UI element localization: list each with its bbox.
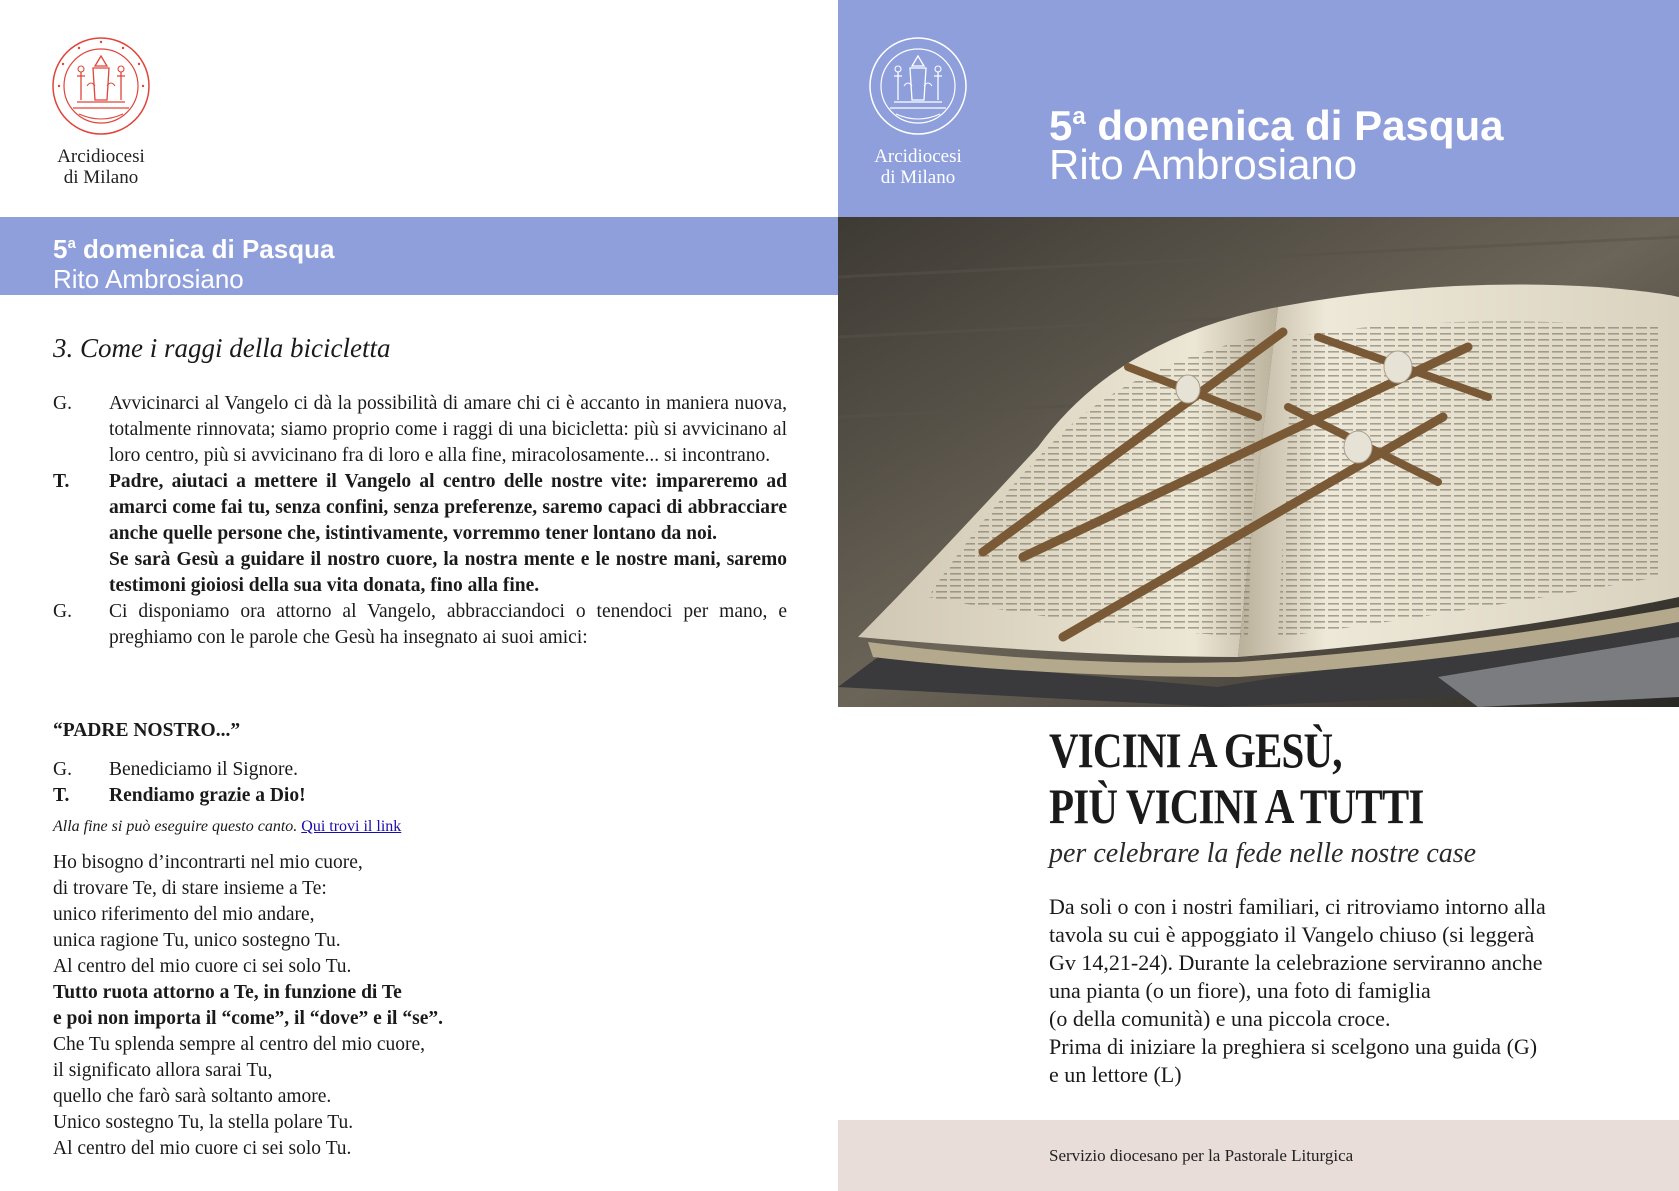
dialog-row [53,599,787,651]
lyric-line: quello che farò sarà soltanto amore. [53,1086,332,1107]
dialog-text: Se sarà Gesù a guidare il nostro cuore, la nostra mente e le nostre mani, saremo testimoni gioiosi della sua vita donata, fino alla fine. [109,549,787,596]
dialog-text: Ci disponiamo ora attorno al Vangelo, abbracciandoci o tenendoci per mano, e preghiamo con le parole che Gesù ha insegnato ai suoi amici: [109,601,787,648]
cover-subtitle: Rito Ambrosiano [1049,141,1358,188]
dialog-text: Padre, aiutaci a mettere il Vangelo al centro delle nostre vite: impareremo ad amarci come fai tu, senza confini, senza preferenze, saremo capaci di abbracciare anche quelle persone che, istintivamente, vorremmo tener lontano da noi. [109,471,787,544]
speaker-label: T. [53,785,70,806]
intro-line: (o della comunità) e una piccola croce. [1049,1006,1391,1031]
lyric-line: unica ragione Tu, unico sostegno Tu. [53,930,341,951]
intro-line: Da soli o con i nostri familiari, ci ritroviamo intorno alla [1049,894,1546,919]
intro-line: tavola su cui è appoggiato il Vangelo chiuso (si leggerà [1049,922,1535,947]
archdiocese-seal-icon [51,36,151,136]
dialog-text: Benediciamo il Signore. [109,759,299,780]
cover-title-number: 5 [1049,102,1073,149]
band-title-text: domenica di Pasqua [75,234,335,264]
dialog-block [53,391,787,651]
intro-line: Gv 14,21-24). Durante la celebrazione serviranno anche [1049,950,1543,975]
dialog-row [53,547,787,599]
lyric-line: Unico sostegno Tu, la stella polare Tu. [53,1112,354,1133]
bible-with-crosses-photo [838,217,1679,707]
speaker-label: G. [53,601,72,622]
left-band-title [53,229,838,264]
left-title-band [0,217,838,295]
headline-line-1: VICINI A GESÙ, [1049,722,1342,778]
lyric-line: il significato allora sarai Tu, [53,1060,273,1081]
org-line-1: Arcidiocesi [874,146,962,167]
song-link[interactable]: Qui trovi il link [301,818,402,835]
lyric-line: e poi non importa il “come”, il “dove” e il “se”. [53,1008,443,1029]
song-note-text: Alla fine si può eseguire questo canto. [53,818,298,835]
headline [1049,722,1424,834]
dialog-text: Rendiamo grazie a Dio! [109,785,306,806]
lyric-line: Ho bisogno d’incontrarti nel mio cuore, [53,852,363,873]
speaker-label: G. [53,393,72,414]
speaker-label: T. [53,471,70,492]
dialog-row [53,783,787,809]
intro-line: una pianta (o un fiore), una foto di famiglia [1049,978,1431,1003]
org-name [41,146,161,188]
archdiocese-seal-icon [868,36,968,136]
lyric-line: Al centro del mio cuore ci sei solo Tu. [53,1138,352,1159]
left-page [0,0,838,1191]
dialog-row [53,391,787,469]
lyric-line: di trovare Te, di stare insieme a Te: [53,878,327,899]
intro-line: e un lettore (L) [1049,1062,1182,1087]
org-line-2: di Milano [63,167,139,188]
lyric-line: Al centro del mio cuore ci sei solo Tu. [53,956,352,977]
footer-text: Servizio diocesano per la Pastorale Liturgica [1049,1146,1354,1165]
speaker-label [53,547,109,599]
dialog-text: Avvicinarci al Vangelo ci dà la possibilità di amare chi ci è accanto in maniera nuova, totalmente rinnovata; siamo proprio come i raggi di una bicicletta: più si avvicinano al loro centro, più si avvicinano fra di loro e alla fine, miracolosamente... si incontrano. [109,393,787,466]
band-title-ordinal: a [67,235,76,252]
lyric-line: unico riferimento del mio andare, [53,904,315,925]
intro-text [1049,893,1629,1089]
speaker-label: G. [53,759,72,780]
band-title-number: 5 [53,234,68,264]
pater-noster: “PADRE NOSTRO...” [53,720,241,741]
org-name [858,146,978,188]
left-band-subtitle: Rito Ambrosiano [53,264,244,294]
lyric-line: Che Tu splenda sempre al centro del mio cuore, [53,1034,426,1055]
cover-title-ordinal: a [1072,103,1086,130]
lyric-line: Tutto ruota attorno a Te, in funzione di Te [53,982,402,1003]
intro-line: Prima di iniziare la preghiera si scelgono una guida (G) [1049,1034,1538,1059]
closing-dialog [53,757,787,809]
cover-title-text: domenica di Pasqua [1085,102,1504,149]
section-title: 3. Come i raggi della bicicletta [53,333,391,363]
right-page [838,0,1679,1191]
org-line-2: di Milano [880,167,956,188]
headline-line-2: PIÙ VICINI A TUTTI [1049,778,1424,834]
song-lyrics [53,850,443,1162]
footer-band [838,1120,1679,1191]
tagline: per celebrare la fede nelle nostre case [1049,838,1477,869]
dialog-row [53,469,787,547]
org-line-1: Arcidiocesi [57,146,145,167]
song-note [53,818,401,836]
dialog-row [53,757,787,783]
